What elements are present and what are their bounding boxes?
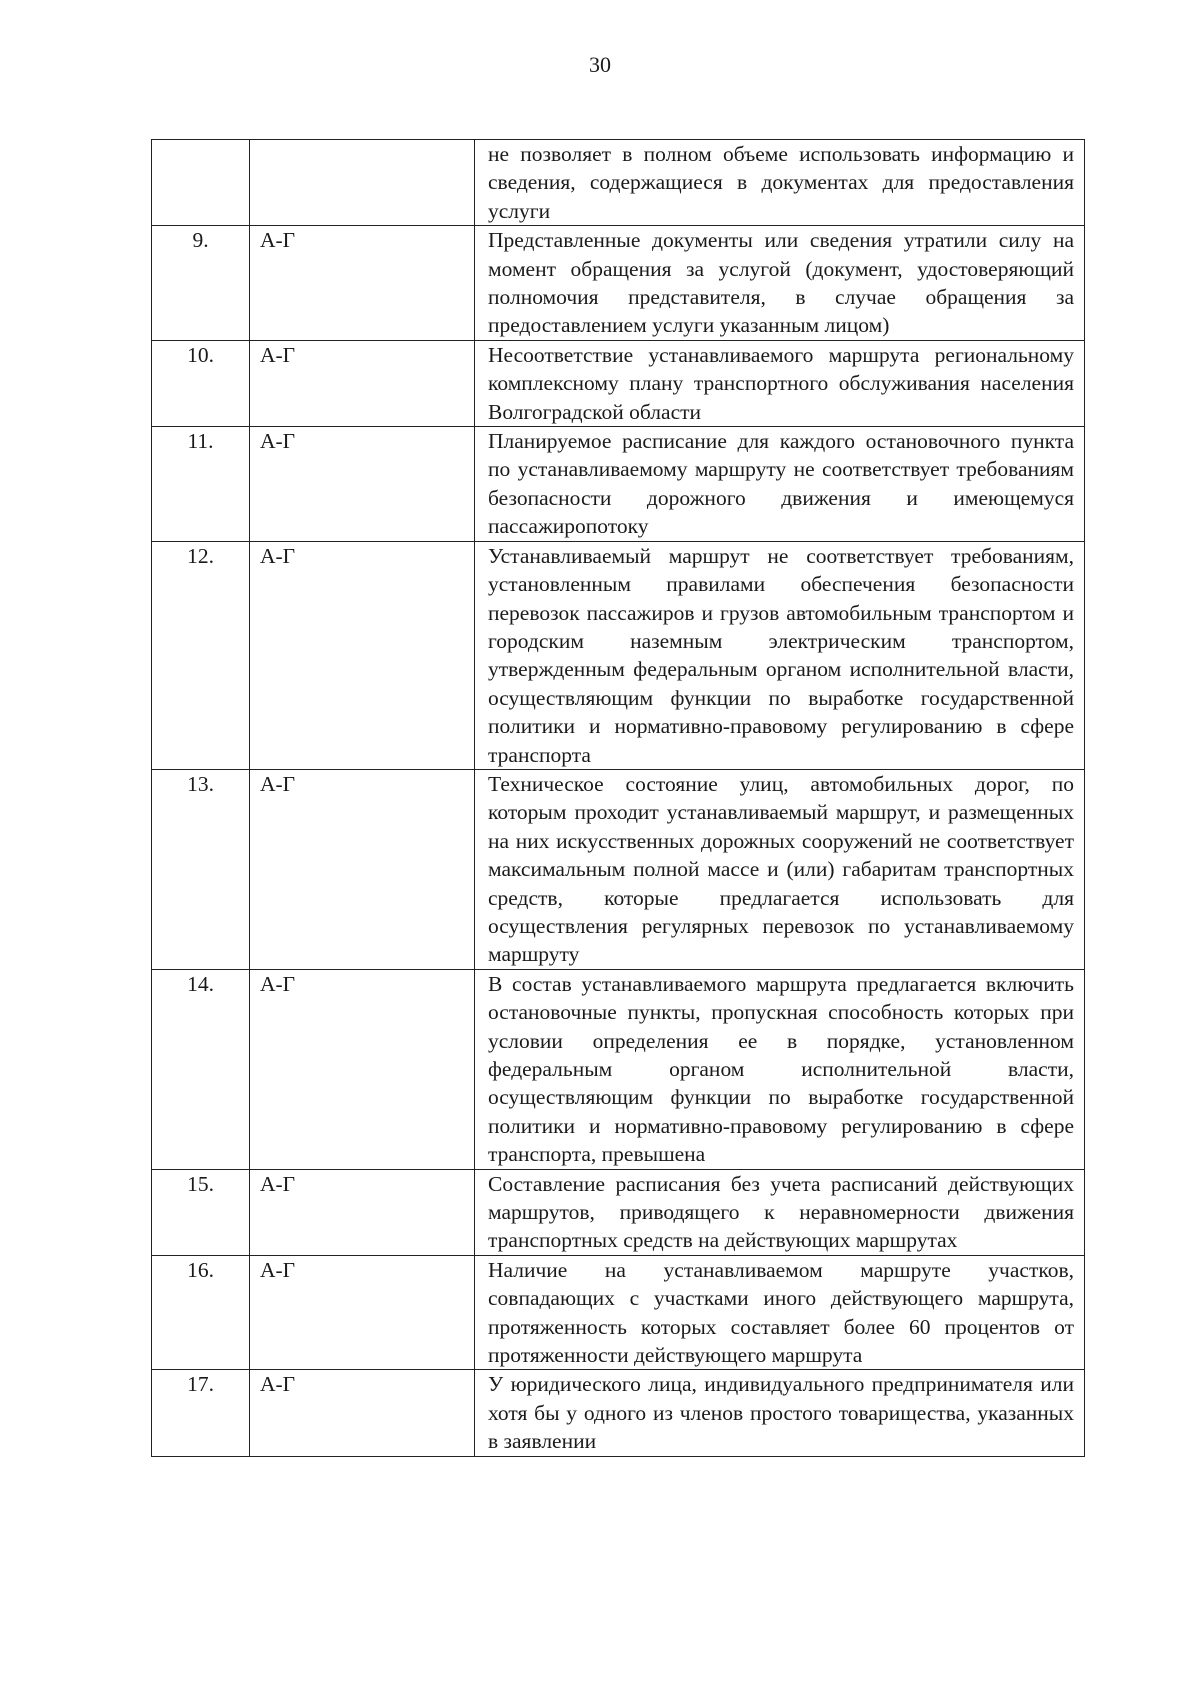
row-text-cell: Несоответствие устанавливаемого маршрута региональному комплексному плану транспортного обслуживания населения Волгоградской области [475, 340, 1085, 426]
row-text-cell: Составление расписания без учета расписаний действующих маршрутов, приводящего к неравномерности движения транспортных средств на действующих маршрутах [475, 1169, 1085, 1255]
row-text-cell: Устанавливаемый маршрут не соответствует требованиям, установленным правилами обеспечения безопасности перевозок пассажиров и грузов автомобильным транспортом и городским наземным электрическим транспортом, утвержденным федеральным органом исполнительной власти, осуществляющим функции по выработке государственной политики и нормативно-правовому регулированию в сфере транспорта [475, 541, 1085, 769]
table-row [152, 541, 1085, 769]
document-table [151, 139, 1085, 1457]
row-code-cell [250, 140, 475, 226]
page-number: 30 [589, 52, 611, 77]
row-text-cell: не позволяет в полном объеме использовать информацию и сведения, содержащиеся в документах для предоставления услуги [475, 140, 1085, 226]
row-number-cell: 11. [152, 427, 250, 542]
table-row [152, 1169, 1085, 1255]
row-number-cell: 9. [152, 226, 250, 341]
row-number-cell: 14. [152, 969, 250, 1169]
row-code-cell: А-Г [250, 340, 475, 426]
row-number-cell: 10. [152, 340, 250, 426]
row-code-cell: А-Г [250, 541, 475, 769]
table-row [152, 340, 1085, 426]
row-number-cell: 15. [152, 1169, 250, 1255]
row-code-cell: А-Г [250, 226, 475, 341]
row-code-cell: А-Г [250, 1255, 475, 1370]
row-code-cell: А-Г [250, 969, 475, 1169]
row-number-cell: 13. [152, 769, 250, 969]
row-number-cell [152, 140, 250, 226]
row-text-cell: Техническое состояние улиц, автомобильных дорог, по которым проходит устанавливаемый маршрут, и размещенных на них искусственных дорожных сооружений не соответствует максимальным полной массе и (или) габаритам транспортных средств, которые предлагается использовать для осуществления регулярных перевозок по устанавливаемому маршруту [475, 769, 1085, 969]
table-row [152, 1370, 1085, 1456]
row-code-cell: А-Г [250, 769, 475, 969]
row-number-cell: 16. [152, 1255, 250, 1370]
table-row [152, 226, 1085, 341]
row-code-cell: А-Г [250, 1169, 475, 1255]
table-row [152, 969, 1085, 1169]
row-text-cell: В состав устанавливаемого маршрута предлагается включить остановочные пункты, пропускная способность которых при условии определения ее в порядке, установленном федеральным органом исполнительной власти, осуществляющим функции по выработке государственной политики и нормативно-правовому регулированию в сфере транспорта, превышена [475, 969, 1085, 1169]
table-row [152, 1255, 1085, 1370]
row-code-cell: А-Г [250, 427, 475, 542]
row-code-cell: А-Г [250, 1370, 475, 1456]
table-row [152, 769, 1085, 969]
row-text-cell: Наличие на устанавливаемом маршруте участков, совпадающих с участками иного действующего маршрута, протяженность которых составляет более 60 процентов от протяженности действующего маршрута [475, 1255, 1085, 1370]
row-text-cell: Планируемое расписание для каждого остановочного пункта по устанавливаемому маршруту не соответствует требованиям безопасности дорожного движения и имеющемуся пассажиропотоку [475, 427, 1085, 542]
row-text-cell: Представленные документы или сведения утратили силу на момент обращения за услугой (документ, удостоверяющий полномочия представителя, в случае обращения за предоставлением услуги указанным лицом) [475, 226, 1085, 341]
row-number-cell: 12. [152, 541, 250, 769]
table-row [152, 427, 1085, 542]
row-number-cell: 17. [152, 1370, 250, 1456]
table-row [152, 140, 1085, 226]
row-text-cell: У юридического лица, индивидуального предпринимателя или хотя бы у одного из членов простого товарищества, указанных в заявлении [475, 1370, 1085, 1456]
